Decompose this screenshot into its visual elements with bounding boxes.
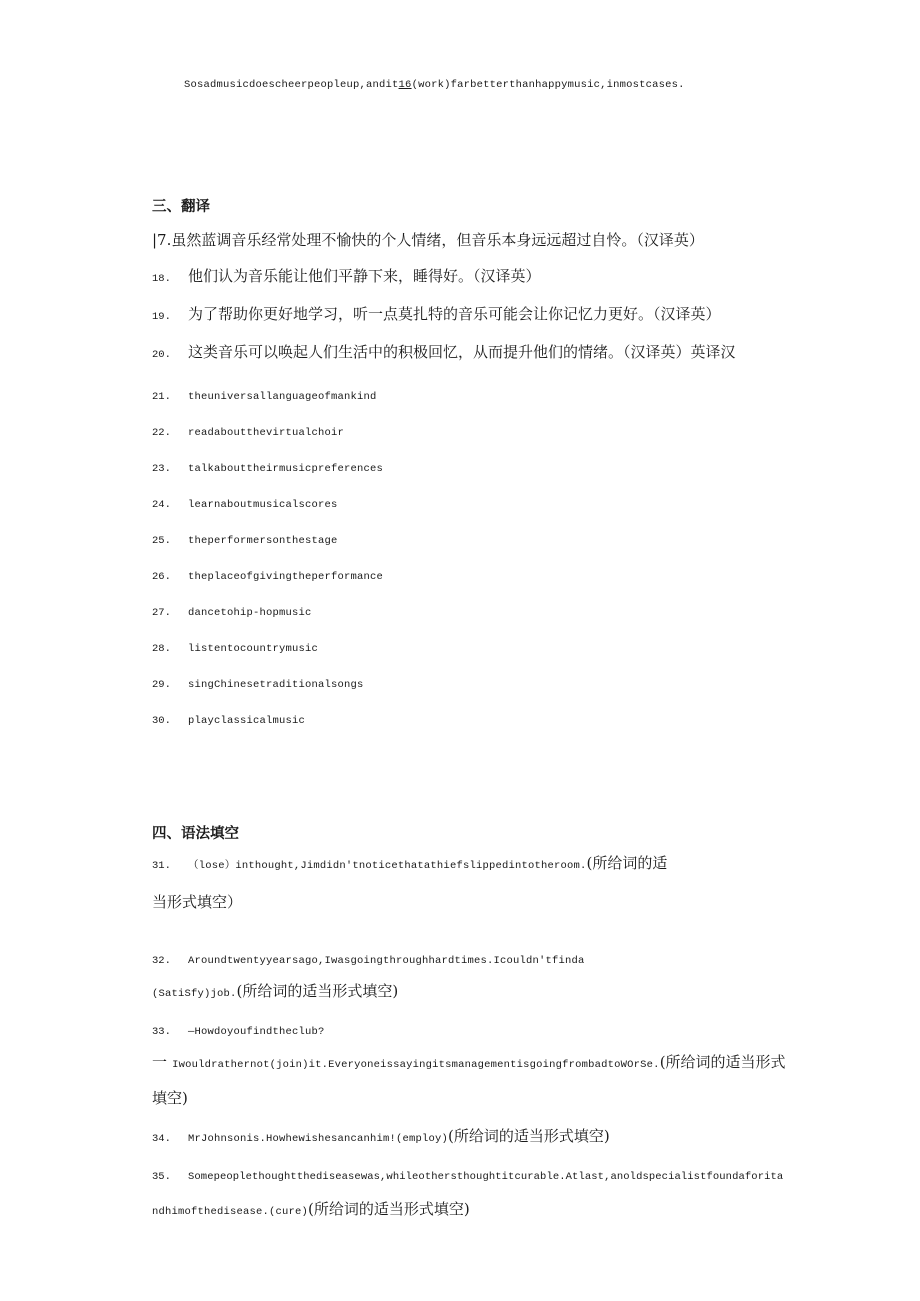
- phrase-item: [152, 636, 318, 655]
- question-31: [152, 852, 667, 873]
- phrase-number: 30.: [152, 715, 171, 727]
- question-text-en: (SatiSfy)job.: [152, 988, 237, 1000]
- phrase-number: 21.: [152, 391, 171, 403]
- phrase-text: theperformersonthestage: [188, 535, 338, 547]
- question-18: [152, 265, 541, 286]
- question-number: 34.: [152, 1133, 171, 1145]
- question-text: 这类音乐可以唤起人们生活中的积极回忆，从而提升他们的情绪。（汉译英）英译汉: [188, 343, 736, 361]
- phrase-text: readaboutthevirtualchoir: [188, 427, 345, 439]
- phrase-number: 27.: [152, 607, 171, 619]
- phrase-item: [152, 456, 383, 475]
- phrase-text: listentocountrymusic: [188, 643, 319, 655]
- blank-16: 16: [398, 79, 412, 91]
- question-number: 31.: [152, 860, 171, 872]
- intro-line: [184, 79, 685, 91]
- phrase-number: 26.: [152, 571, 171, 583]
- question-text-cn: (所给词的适当形式填空): [236, 982, 399, 1000]
- phrase-item: [152, 528, 338, 547]
- phrase-text: singChinesetraditionalsongs: [188, 679, 364, 691]
- question-number: 32.: [152, 955, 171, 967]
- question-number: 18.: [152, 273, 171, 285]
- phrase-text: playclassicalmusic: [188, 715, 306, 727]
- phrase-item: [152, 420, 344, 439]
- phrase-item: [152, 672, 364, 691]
- question-text-en: —Howdoyoufindtheclub?: [188, 1026, 325, 1038]
- question-text-en: （lose）inthought,Jimdidn'tnoticethatathiefslippedintotheroom.: [188, 860, 587, 872]
- question-19: [152, 303, 721, 324]
- question-32-continuation: [152, 980, 398, 1001]
- question-number: 35.: [152, 1171, 171, 1183]
- intro-text-post: (work)farbetterthanhappymusic,inmostcases.: [411, 79, 685, 91]
- question-text-en: Aroundtwentyyearsago,Iwasgoingthroughhardtimes.Icouldn'tfinda: [188, 955, 585, 967]
- question-31-continuation: 当形式填空）: [152, 893, 243, 911]
- phrase-text: talkabouttheirmusicpreferences: [188, 463, 384, 475]
- question-text-en: Somepeoplethoughtthediseasewas,whileothersthoughtitcurable.Atlast,anoldspecialistfoundaforita: [188, 1171, 784, 1183]
- question-text-cn: (所给词的适: [586, 854, 668, 872]
- question-35: [152, 1164, 783, 1183]
- phrase-number: 25.: [152, 535, 171, 547]
- section-heading-grammar: 四、语法填空: [152, 826, 239, 842]
- intro-text-pre: Sosadmusicdoescheerpeopleup,andit: [184, 79, 399, 91]
- question-17: |7.虽然蓝调音乐经常处理不愉快的个人情绪，但音乐本身远远超过自怜。（汉译英）: [152, 231, 704, 249]
- phrase-number: 28.: [152, 643, 171, 655]
- phrase-number: 29.: [152, 679, 171, 691]
- question-text-en: ndhimofthedisease.(cure): [152, 1206, 309, 1218]
- phrase-item: [152, 564, 383, 583]
- question-text: 他们认为音乐能让他们平静下来，睡得好。（汉译英）: [188, 267, 541, 285]
- question-33: [152, 1019, 325, 1038]
- phrase-number: 22.: [152, 427, 171, 439]
- question-number: 33.: [152, 1026, 171, 1038]
- section-heading-translation: 三、翻译: [152, 199, 210, 215]
- question-33-continuation: 填空): [152, 1089, 188, 1107]
- question-35-continuation: [152, 1198, 470, 1219]
- phrase-text: learnaboutmusicalscores: [188, 499, 338, 511]
- question-text-en: MrJohnsonis.Howhewishesancanhim!(employ): [188, 1133, 449, 1145]
- phrase-item: [152, 384, 377, 403]
- phrase-text: theuniversallanguageofmankind: [188, 391, 377, 403]
- phrase-number: 23.: [152, 463, 171, 475]
- question-text-en: Iwouldrathernot(join)it.EveryoneissayingitsmanagementisgoingfrombadtoWOrSe.: [172, 1059, 660, 1071]
- question-32: [152, 948, 585, 967]
- question-33-reply: [152, 1051, 786, 1072]
- phrase-text: dancetohip-hopmusic: [188, 607, 312, 619]
- phrase-item: [152, 708, 305, 727]
- question-number: 20.: [152, 349, 171, 361]
- question-number: 19.: [152, 311, 171, 323]
- question-text-cn: (所给词的适当形式填空): [308, 1200, 470, 1218]
- phrase-item: [152, 492, 338, 511]
- question-20: [152, 341, 736, 362]
- question-text-cn: (所给词的适当形式: [659, 1053, 786, 1071]
- question-34: [152, 1125, 610, 1146]
- question-text: 为了帮助你更好地学习，听一点莫扎特的音乐可能会让你记忆力更好。（汉译英）: [188, 305, 721, 323]
- phrase-text: theplaceofgivingtheperformance: [188, 571, 384, 583]
- phrase-number: 24.: [152, 499, 171, 511]
- phrase-item: [152, 600, 312, 619]
- dash-mark: 一: [152, 1053, 168, 1071]
- question-text-cn: (所给词的适当形式填空): [448, 1127, 610, 1145]
